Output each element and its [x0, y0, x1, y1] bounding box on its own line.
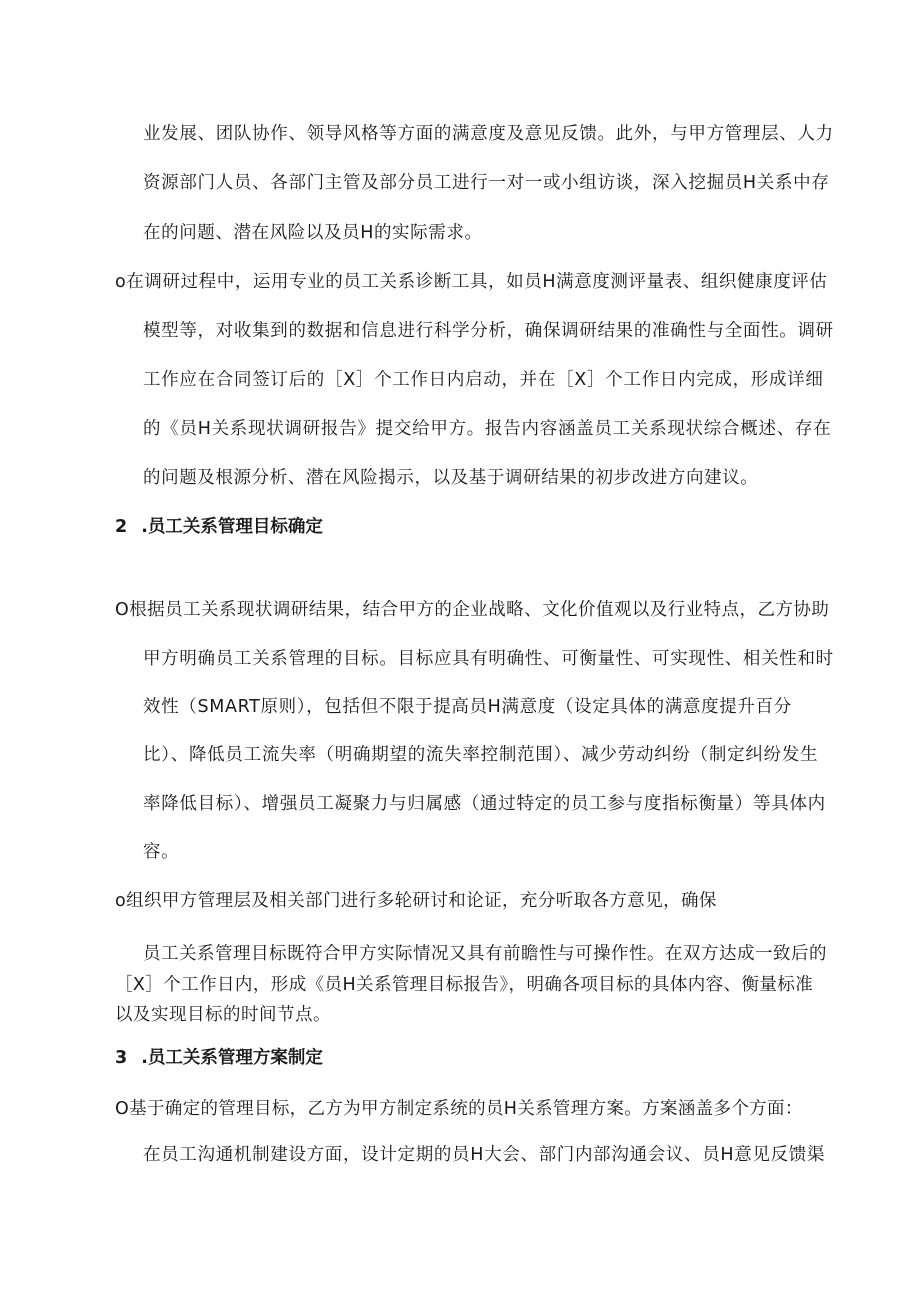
paragraph-line: 工作应在合同签订后的［X］个工作日内启动，并在［X］个工作日内完成，形成详细 [143, 370, 824, 390]
paragraph-line: 效性（SMART原则），包括但不限于提高员H满意度（设定具体的满意度提升百分 [143, 697, 792, 717]
paragraph-line: 在的问题、潜在风险以及员H的实际需求。 [143, 223, 483, 243]
section-heading [115, 1046, 323, 1070]
bullet-paragraph-line: o组织甲方管理层及相关部门进行多轮研讨和论证，充分听取各方意见，确保 [115, 891, 717, 911]
bullet-paragraph-line: O根据员工关系现状调研结果，结合甲方的企业战略、文化价值观以及行业特点，乙方协助 [115, 600, 830, 620]
paragraph-line: 容。 [143, 842, 180, 862]
bullet-paragraph-line: O基于确定的管理目标，乙方为甲方制定系统的员H关系管理方案。方案涵盖多个方面： [115, 1099, 803, 1119]
paragraph-line: 员工关系管理目标既符合甲方实际情况又具有前瞻性与可操作性。在双方达成一致后的 [143, 944, 827, 964]
paragraph-line: 甲方明确员工关系管理的目标。目标应具有明确性、可衡量性、可实现性、相关性和时 [143, 649, 834, 669]
section-number: 3 [115, 1048, 128, 1068]
paragraph-line: 在员工沟通机制建设方面，设计定期的员H大会、部门内部沟通会议、员H意见反馈渠 [143, 1145, 826, 1165]
section-number: 2 [115, 517, 128, 537]
paragraph-line: 率降低目标）、增强员工凝聚力与归属感（通过特定的员工参与度指标衡量）等具体内 [143, 794, 826, 814]
section-heading [115, 515, 323, 539]
paragraph-line: 的《员H关系现状调研报告》提交给甲方。报告内容涵盖员工关系现状综合概述、存在 [143, 419, 832, 439]
paragraph-line: 的问题及根源分析、潜在风险揭示，以及基于调研结果的初步改进方向建议。 [143, 468, 759, 488]
paragraph-line: 模型等，对收集到的数据和信息进行科学分析，确保调研结果的准确性与全面性。调研 [143, 321, 834, 341]
paragraph-line: 以及实现目标的时间节点。 [115, 1005, 331, 1025]
section-title: .员工关系管理目标确定 [141, 517, 323, 537]
paragraph-line: 业发展、团队协作、领导风格等方面的满意度及意见反馈。此外，与甲方管理层、人力 [143, 124, 834, 144]
section-title: .员工关系管理方案制定 [141, 1048, 323, 1068]
paragraph-line: 比）、降低员工流失率（明确期望的流失率控制范围）、减少劳动纠纷（制定纠纷发生 [143, 745, 819, 765]
bullet-paragraph-line: o在调研过程中，运用专业的员工关系诊断工具，如员H满意度测评量表、组织健康度评估 [115, 272, 828, 292]
paragraph-line: ［X］个工作日内，形成《员H关系管理目标报告》，明确各项目标的具体内容、衡量标准 [115, 975, 814, 995]
paragraph-line: 资源部门人员、各部门主管及部分员工进行一对一或小组访谈，深入挖掘员H关系中存 [143, 173, 830, 193]
